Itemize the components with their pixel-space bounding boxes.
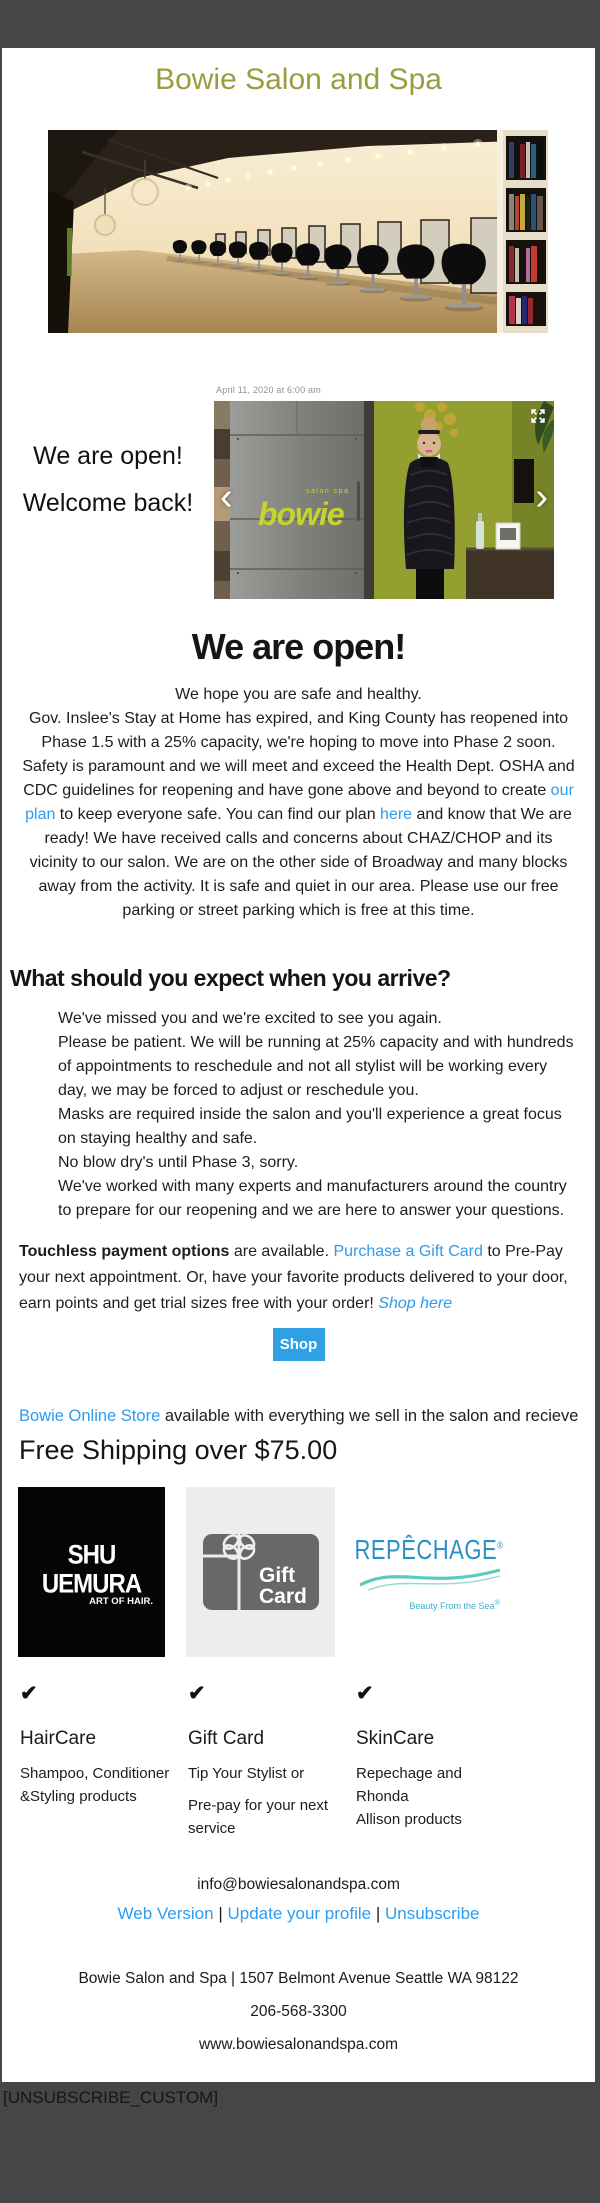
unsubscribe-link[interactable]: Unsubscribe (385, 1904, 480, 1923)
online-store-link[interactable]: Bowie Online Store (19, 1407, 161, 1425)
link-separator: | (375, 1904, 381, 1923)
product-desc-line: Pre-pay for your next service (188, 1797, 329, 1837)
gift-card-word-1: Gift (258, 1564, 295, 1587)
product-column-giftcard (186, 1487, 354, 1840)
shu-uemura-tagline: ART OF HAIR. (89, 1596, 153, 1607)
unsubscribe-merge-tag: [UNSUBSCRIBE_CUSTOM] (3, 2088, 219, 2107)
product-column-haircare (18, 1487, 186, 1840)
storefront-photo (214, 401, 554, 599)
salon-interior-illustration (48, 130, 548, 333)
welcome-line2: Welcome back! (22, 489, 194, 517)
expectation-item: No blow dry's until Phase 3, sorry. (58, 1154, 299, 1171)
gift-card-word-2: Card (258, 1585, 307, 1608)
plan-here-link[interactable]: here (380, 806, 413, 823)
expectations-heading: What should you expect when you arrive? (10, 965, 451, 991)
shu-uemura-logo: SHU UEMURA (41, 1539, 142, 1600)
touchless-bold: Touchless payment options (19, 1243, 230, 1260)
product-description (188, 1762, 342, 1840)
salon-interior-image (48, 130, 548, 333)
checkmark-icon: ✔ (20, 1682, 38, 1705)
web-version-link[interactable]: Web Version (117, 1904, 214, 1923)
gift-card-icon (201, 1530, 321, 1614)
expectation-item: We've worked with many experts and manufacturers around the country to prepare for our reopening and we are here to answer your questions. (58, 1178, 567, 1219)
welcome-section (2, 385, 595, 599)
post-date-caption: April 11, 2020 at 6:00 am (216, 385, 321, 395)
shu-uemura-image[interactable] (18, 1487, 165, 1657)
product-desc-line: Allison products (356, 1811, 462, 1828)
page-title: Bowie Salon and Spa (155, 63, 442, 96)
repechage-logo: REPÊCHAGE® (354, 1533, 504, 1565)
shop-button[interactable]: Shop (273, 1328, 325, 1361)
checkmark-icon: ✔ (188, 1682, 206, 1705)
online-store-line (19, 1405, 579, 1427)
product-desc-line: Repechage and Rhonda (356, 1765, 462, 1805)
contact-email: info@bowiesalonandspa.com (197, 1876, 400, 1893)
expectation-item: We've missed you and we're excited to see you again. (58, 1010, 442, 1027)
email-body (2, 48, 595, 2082)
online-store-text: available with everything we sell in the salon and recieve (160, 1407, 579, 1425)
checkmark-icon: ✔ (356, 1682, 374, 1705)
touchless-text-2: to Pre-Pay your next appointment. Or, have your favorite products delivered to your door, earn points and get trial sizes free with your order! (19, 1243, 568, 1312)
product-desc-line: &Styling products (20, 1788, 137, 1805)
gift-card-image[interactable] (186, 1487, 335, 1657)
announcement-text-1: Gov. Inslee's Stay at Home has expired, and King County has reopened into Phase 1.5 with a 25% capacity, we're hoping to move into Phase 2 soon. Safety is paramount and we will meet and exceed the Health Dept. OSHA and CDC guidelines for reopening and have gone above and beyond to create (22, 710, 575, 799)
welcome-line1: We are open! (33, 442, 183, 470)
expectation-item: Please be patient. We will be running at 25% capacity and with hundreds of appointments to reschedule and not all stylist will be working every day, we may be forced to adjust or reschedule you. (58, 1034, 574, 1099)
announcement-heading: We are open! (191, 626, 406, 667)
announcement-paragraph (19, 707, 579, 923)
product-desc-line: Tip Your Stylist or (188, 1765, 305, 1782)
carousel-prev-icon[interactable]: ‹ (220, 475, 233, 518)
repechage-tagline: Beauty From the Sea® (409, 1598, 500, 1611)
registered-mark: ® (494, 1598, 500, 1607)
repechage-image[interactable] (354, 1487, 504, 1657)
footer-links (2, 1904, 595, 1924)
product-columns (18, 1487, 595, 1840)
product-description (20, 1762, 174, 1808)
touchless-text-1: are available. (229, 1243, 334, 1260)
shop-here-link[interactable]: Shop here (378, 1295, 453, 1312)
product-desc-line: Shampoo, Conditioner (20, 1765, 170, 1782)
expectation-item: Masks are required inside the salon and you'll experience a great focus on staying healthy and safe. (58, 1106, 562, 1147)
announcement-line1: We hope you are safe and healthy. (175, 686, 422, 703)
announcement-text-2: to keep everyone safe. You can find our plan (55, 806, 381, 823)
product-description (356, 1762, 510, 1831)
bowie-logo-subtext: salon spa (306, 488, 350, 495)
our-plan-link[interactable]: our plan (25, 782, 574, 823)
business-phone: 206-568-3300 (250, 2003, 347, 2020)
welcome-heading (2, 385, 214, 599)
business-address: Bowie Salon and Spa | 1507 Belmont Avenue Seattle WA 98122 (78, 1970, 519, 1987)
touchless-paragraph (19, 1239, 575, 1317)
expand-icon[interactable] (530, 408, 546, 424)
carousel-next-icon[interactable]: › (535, 475, 548, 518)
free-shipping-line: Free Shipping over $75.00 (19, 1435, 338, 1465)
bowie-logo: bowie (258, 496, 344, 532)
business-website: www.bowiesalonandspa.com (198, 2036, 399, 2053)
product-title: SkinCare (356, 1728, 435, 1749)
storefront-photo-carousel[interactable] (214, 401, 554, 599)
purchase-gift-card-link[interactable]: Purchase a Gift Card (333, 1243, 483, 1260)
repechage-wave (354, 1563, 504, 1593)
expectations-list (58, 1007, 574, 1223)
product-column-skincare (354, 1487, 522, 1840)
update-profile-link[interactable]: Update your profile (227, 1904, 372, 1923)
link-separator: | (218, 1904, 223, 1923)
product-title: HairCare (20, 1728, 97, 1749)
announcement-body (19, 683, 579, 923)
announcement-text-3: and know that We are ready! We have received calls and concerns about CHAZ/CHOP and its vicinity to our salon. We are on the other side of Broadway and many blocks away from the activity. It is safe and quiet in our area. Please use our free parking or street parking which is free at this time. (29, 806, 572, 919)
carousel-column (214, 385, 574, 599)
product-title: Gift Card (188, 1728, 265, 1749)
registered-mark: ® (497, 1539, 504, 1551)
